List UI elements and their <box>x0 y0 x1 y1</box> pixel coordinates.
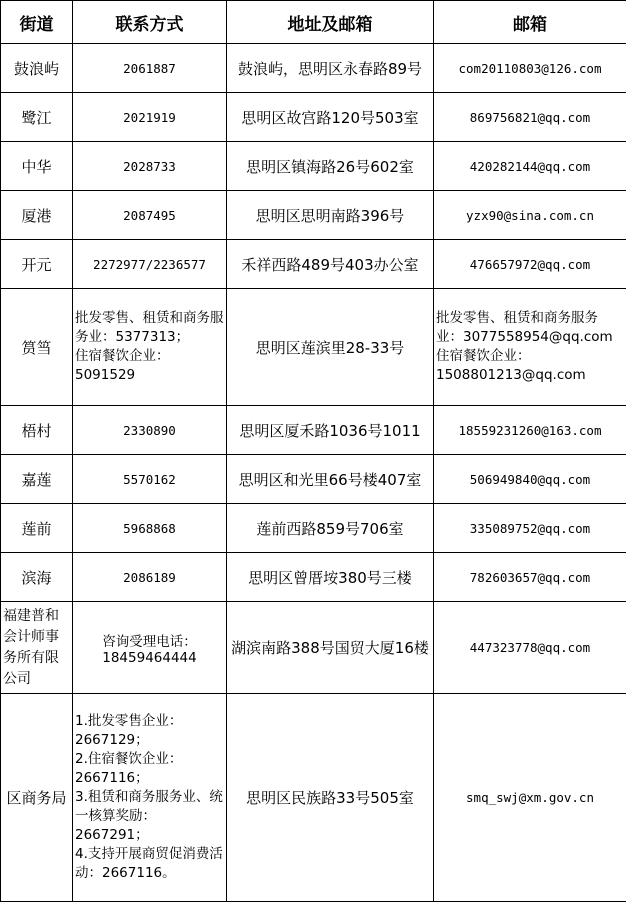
street-cell: 区商务局 <box>1 694 73 902</box>
contact-cell: 5570162 <box>73 455 227 504</box>
address-cell: 莲前西路859号706室 <box>227 504 434 553</box>
address-cell: 思明区故宫路120号503室 <box>227 93 434 142</box>
address-cell: 湖滨南路388号国贸大厦16楼 <box>227 602 434 694</box>
street-cell: 筼筜 <box>1 289 73 406</box>
street-cell: 鼓浪屿 <box>1 44 73 93</box>
address-cell: 思明区曾厝垵380号三楼 <box>227 553 434 602</box>
street-cell: 莲前 <box>1 504 73 553</box>
address-cell: 思明区思明南路396号 <box>227 191 434 240</box>
contact-cell: 2061887 <box>73 44 227 93</box>
email-cell: 18559231260@163.com <box>434 406 626 455</box>
contact-cell: 2086189 <box>73 553 227 602</box>
table-row <box>1 191 626 240</box>
email-cell: yzx90@sina.com.cn <box>434 191 626 240</box>
contact-cell: 2330890 <box>73 406 227 455</box>
email-cell: 782603657@qq.com <box>434 553 626 602</box>
header-address: 地址及邮箱 <box>227 1 434 44</box>
email-cell: 476657972@qq.com <box>434 240 626 289</box>
address-cell: 思明区厦禾路1036号1011 <box>227 406 434 455</box>
email-cell: 420282144@qq.com <box>434 142 626 191</box>
contact-cell: 2021919 <box>73 93 227 142</box>
street-cell: 嘉莲 <box>1 455 73 504</box>
email-cell: 447323778@qq.com <box>434 602 626 694</box>
header-street: 街道 <box>1 1 73 44</box>
street-cell: 开元 <box>1 240 73 289</box>
email-cell: 506949840@qq.com <box>434 455 626 504</box>
address-cell: 思明区莲滨里28-33号 <box>227 289 434 406</box>
address-cell: 鼓浪屿，思明区永春路89号 <box>227 44 434 93</box>
table-row <box>1 694 626 902</box>
table-row <box>1 142 626 191</box>
street-cell: 梧村 <box>1 406 73 455</box>
contact-cell: 批发零售、租赁和商务服务业：5377313； 住宿餐饮企业： 5091529 <box>73 289 227 406</box>
email-cell: 869756821@qq.com <box>434 93 626 142</box>
contact-cell: 咨询受理电话： 18459464444 <box>73 602 227 694</box>
table-row <box>1 553 626 602</box>
email-cell: com20110803@126.com <box>434 44 626 93</box>
address-cell: 思明区民族路33号505室 <box>227 694 434 902</box>
header-row <box>1 1 626 44</box>
street-cell: 厦港 <box>1 191 73 240</box>
header-contact: 联系方式 <box>73 1 227 44</box>
header-email: 邮箱 <box>434 1 626 44</box>
contact-cell: 2272977/2236577 <box>73 240 227 289</box>
table-row <box>1 504 626 553</box>
street-cell: 滨海 <box>1 553 73 602</box>
table-row <box>1 289 626 406</box>
email-cell: 335089752@qq.com <box>434 504 626 553</box>
address-cell: 思明区和光里66号楼407室 <box>227 455 434 504</box>
contact-cell: 2028733 <box>73 142 227 191</box>
contact-cell: 2087495 <box>73 191 227 240</box>
address-cell: 思明区镇海路26号602室 <box>227 142 434 191</box>
table-row <box>1 455 626 504</box>
table-row <box>1 93 626 142</box>
table-row <box>1 44 626 93</box>
street-cell: 中华 <box>1 142 73 191</box>
table-row <box>1 602 626 694</box>
contact-cell: 5968868 <box>73 504 227 553</box>
street-cell: 福建普和会计师事务所有限公司 <box>1 602 73 694</box>
street-cell: 鹭江 <box>1 93 73 142</box>
table-row <box>1 240 626 289</box>
email-cell: smq_swj@xm.gov.cn <box>434 694 626 902</box>
address-cell: 禾祥西路489号403办公室 <box>227 240 434 289</box>
email-cell: 批发零售、租赁和商务服务业：3077558954@qq.com 住宿餐饮企业： 1508801213@qq.com <box>434 289 626 406</box>
contact-cell: 1.批发零售企业： 2667129； 2.住宿餐饮企业： 2667116； 3.租赁和商务服务业、统一核算奖励： 2667291； 4.支持开展商贸促消费活动：2667116。 <box>73 694 227 902</box>
table-row <box>1 406 626 455</box>
